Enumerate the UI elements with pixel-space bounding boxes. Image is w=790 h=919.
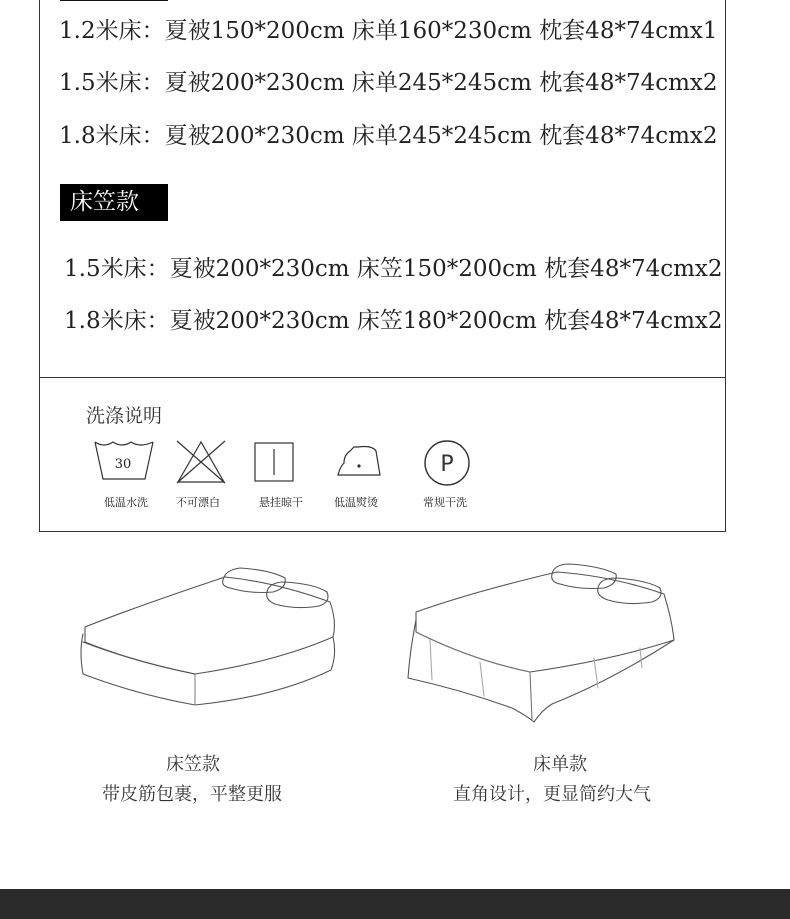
flat-caption-subtitle: 直角设计，更显简约大气 [453,784,651,805]
fitted-section-tag: 床笠款 [60,184,168,221]
fitted-spec-line-1-8m: 1.8米床：夏被200*230cm 床笠180*200cm 枕套48*74cmx2 [64,308,723,334]
fitted-sheet-illustration [75,562,345,712]
spec-line-1-5m: 1.5米床：夏被200*230cm 床单245*245cm 枕套48*74cmx2 [59,70,718,96]
wash-instructions-box [39,377,726,532]
fitted-caption-title: 床笠款 [166,754,220,775]
wash-temp: 30 [114,457,132,472]
spec-line-1-8m: 1.8米床：夏被200*230cm 床单245*245cm 枕套48*74cmx2 [59,123,718,149]
care-label-low-temp-iron: 低温熨烫 [334,496,378,509]
low-temp-wash-icon [93,439,157,483]
no-bleach-icon [175,439,227,485]
care-label-dry-clean: 常规干洗 [423,496,467,509]
care-label-no-bleach: 不可漂白 [176,496,220,509]
flat-sheet-illustration [402,560,682,730]
low-temp-iron-icon [334,439,384,485]
care-label-hang-dry: 悬挂晾干 [259,496,303,509]
fitted-caption-subtitle: 带皮筋包裹，平整更服 [102,784,282,805]
hang-dry-icon [253,439,297,485]
wash-title: 洗涤说明 [86,405,163,427]
dry-clean-icon [423,439,471,487]
dry-clean-letter: P [440,452,454,477]
size-spec-box [39,0,726,378]
spec-line-1-2m: 1.2米床：夏被150*200cm 床单160*230cm 枕套48*74cmx1 [59,18,718,44]
care-label-low-temp-wash: 低温水洗 [104,496,148,509]
section-tag-top [60,0,168,1]
fitted-spec-line-1-5m: 1.5米床：夏被200*230cm 床笠150*200cm 枕套48*74cmx2 [64,256,723,282]
flat-caption-title: 床单款 [533,754,587,775]
footer-bar [0,889,790,919]
